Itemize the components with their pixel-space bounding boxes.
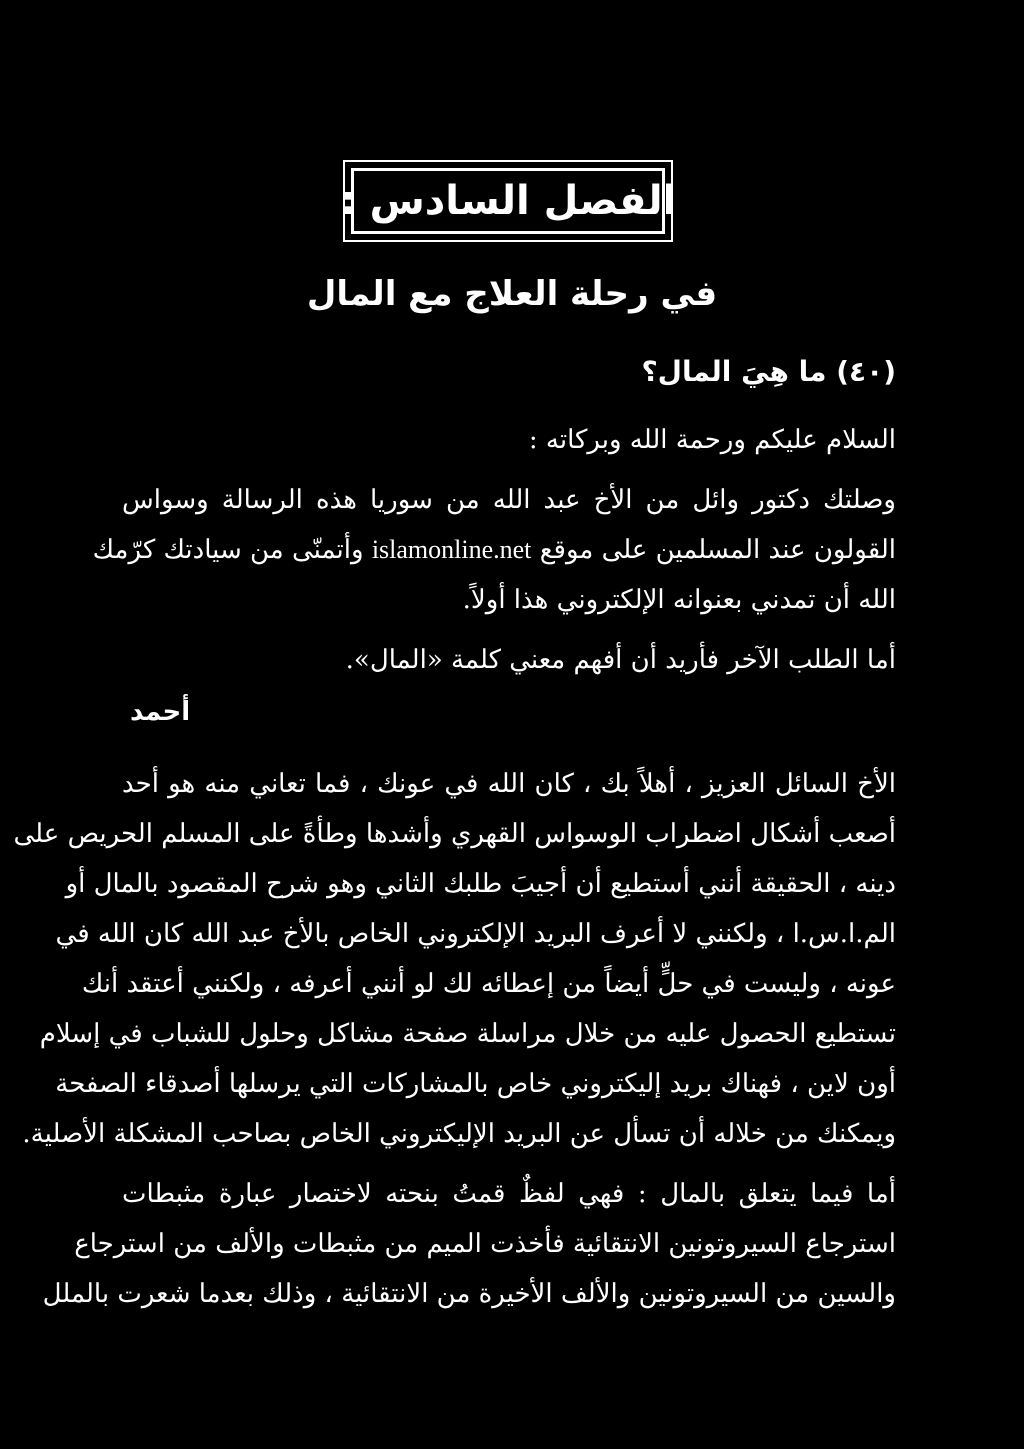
- chapter-subtitle: في رحلة العلاج مع المال: [306, 274, 718, 314]
- question-line: الله أن تمدني بعنوانه الإلكتروني هذا أولاً.: [462, 585, 896, 615]
- answer-line: الأخ السائل العزيز ، أهلاً بك ، كان الله في عونك ، فما تعاني منه هو أحد: [122, 769, 896, 799]
- answer-line: تستطيع الحصول عليه من خلال مراسلة صفحة مشاكل وحلول للشباب في إسلام: [39, 1019, 896, 1049]
- answer-line: عونه ، وليست في حلٍّ أيضاً من إعطائه لك لو أنني أعرفه ، ولكنني أعتقد أنك: [81, 969, 896, 999]
- answerer-label: أحمد: [130, 697, 191, 727]
- chapter-heading: الفصل السادس :: [339, 178, 677, 224]
- heading-frame-inner: [339, 168, 677, 234]
- answer-line: أصعب أشكال اضطراب الوسواس القهري وأشدها وطأةً على المسلم الحريص على: [13, 819, 896, 849]
- question-line-tail: وأتمنّى من سيادتك كرّمك: [92, 535, 364, 565]
- question-title: (٤٠) ما هِيَ المال؟: [641, 355, 896, 388]
- answer-line: أما فيما يتعلق بالمال : فهي لفظٌ قمتُ بنحته لاختصار عبارة مثبطات: [122, 1179, 896, 1209]
- chapter-heading-box: [339, 160, 677, 242]
- question-line: [92, 530, 896, 570]
- greeting-line: السلام عليكم ورحمة الله وبركاته :: [528, 425, 896, 455]
- answer-line: أون لاين ، فهناك بريد إليكتروني خاص بالمشاركات التي يرسلها أصدقاء الصفحة: [55, 1069, 896, 1099]
- answer-line: الم.ا.س.ا ، ولكنني لا أعرف البريد الإلكتروني الخاص بالأخ عبد الله كان الله في: [55, 919, 896, 949]
- answer-line: والسين من السيروتونين والألف الأخيرة من الانتقائية ، وذلك بعدما شعرت بالملل: [42, 1279, 896, 1309]
- site-link[interactable]: islamonline.net: [371, 535, 532, 564]
- answer-line: ويمكنك من خلاله أن تسأل عن البريد الإليكتروني الخاص بصاحب المشكلة الأصلية.: [22, 1119, 896, 1149]
- question-line-text: القولون عند المسلمين على موقع: [539, 535, 896, 565]
- answer-line: دينه ، الحقيقة أنني أستطيع أن أجيبَ طلبك الثاني وهو شرح المقصود بالمال أو: [65, 869, 896, 899]
- question-line: وصلتك دكتور وائل من الأخ عبد الله من سوريا هذه الرسالة وسواس: [122, 485, 896, 515]
- answer-line: استرجاع السيروتونين الانتقائية فأخذت الميم من مثبطات والألف من استرجاع: [74, 1229, 896, 1259]
- question-line: أما الطلب الآخر فأريد أن أفهم معني كلمة «المال».: [345, 645, 896, 675]
